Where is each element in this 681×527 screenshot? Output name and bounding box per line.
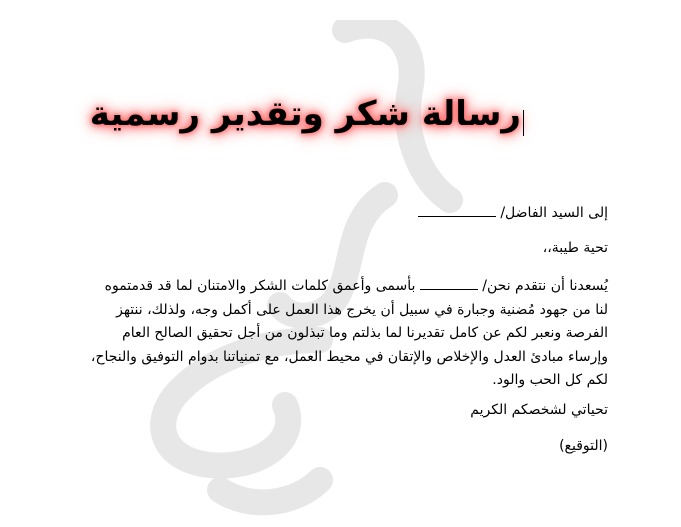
closing-line: تحياتي لشخصكم الكريم bbox=[470, 402, 608, 418]
salutation-text: إلى السيد الفاضل/ bbox=[500, 205, 608, 221]
watermark-stroke-tail bbox=[220, 480, 320, 502]
body-rest: بأسمى وأعمق كلمات الشكر والامتنان لما قد قدمتموه لنا من جهود مُضنية وجبارة في سبيل أن يخرج هذا العمل على أكمل وجه، ولذلك، ننتهز الفرصة ونعبر لكم عن كامل تقديرنا لما بذلتم وما تبذلون من أجل تحقيق الصالح العام وإرساء مبادئ العدل والإخلاص والإتقان في محيط العمل، مع تمنياتنا بدوام التوفيق والنجاح، لكم كل الحب والود. bbox=[90, 278, 608, 388]
sender-blank bbox=[420, 277, 478, 290]
greeting-line: تحية طيبة،، bbox=[542, 240, 608, 256]
body-paragraph bbox=[88, 275, 608, 393]
recipient-blank bbox=[418, 204, 496, 217]
signature-line: (التوقيع) bbox=[559, 438, 608, 454]
salutation-line bbox=[418, 203, 608, 223]
text-cursor bbox=[523, 110, 524, 136]
page-title: رسالة شكر وتقدير رسمية bbox=[89, 94, 521, 134]
body-start: يُسعدنا أن نتقدم نحن/ bbox=[482, 278, 608, 294]
